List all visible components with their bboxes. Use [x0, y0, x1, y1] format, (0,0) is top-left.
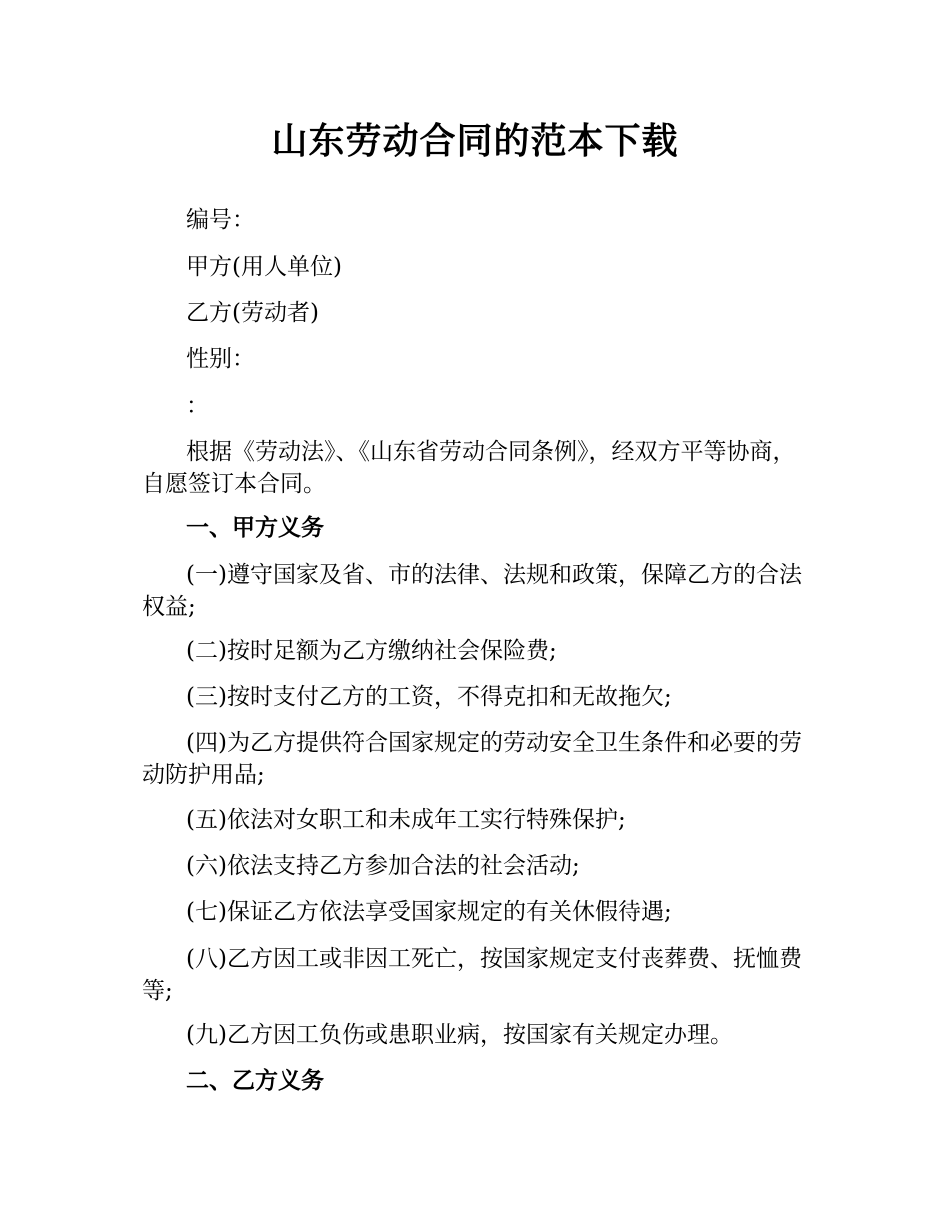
field-party-a: 甲方(用人单位) — [186, 254, 342, 280]
duty-item: (三)按时支付乙方的工资，不得克扣和无故拖欠; — [186, 684, 672, 710]
duty-item: (一)遵守国家及省、市的法律、法规和政策，保障乙方的合法权益; — [142, 562, 802, 620]
duty-item: (八)乙方因工或非因工死亡，按国家规定支付丧葬费、抚恤费等; — [142, 946, 802, 1004]
field-gender: 性别： — [186, 346, 255, 372]
section-heading-party-a-duties: 一、甲方义务 — [186, 515, 324, 541]
preamble-paragraph: 根据《劳动法》、《山东省劳动合同条例》，经双方平等协商，自愿签订本合同。 — [142, 439, 796, 497]
duty-item: (五)依法对女职工和未成年工实行特殊保护; — [186, 807, 626, 833]
duty-item: (七)保证乙方依法享受国家规定的有关休假待遇; — [186, 899, 672, 925]
field-number: 编号： — [186, 207, 255, 233]
duty-item: (四)为乙方提供符合国家规定的劳动安全卫生条件和必要的劳动防护用品; — [142, 730, 802, 788]
document-title: 山东劳动合同的范本下载 — [271, 121, 679, 162]
duty-item: (二)按时足额为乙方缴纳社会保险费; — [186, 638, 557, 664]
field-blank: ： — [186, 393, 209, 419]
field-party-b: 乙方(劳动者) — [186, 300, 319, 326]
section-heading-party-b-duties: 二、乙方义务 — [186, 1068, 324, 1094]
duty-item: (九)乙方因工负伤或患职业病，按国家有关规定办理。 — [186, 1022, 733, 1048]
duty-item: (六)依法支持乙方参加合法的社会活动; — [186, 853, 580, 879]
